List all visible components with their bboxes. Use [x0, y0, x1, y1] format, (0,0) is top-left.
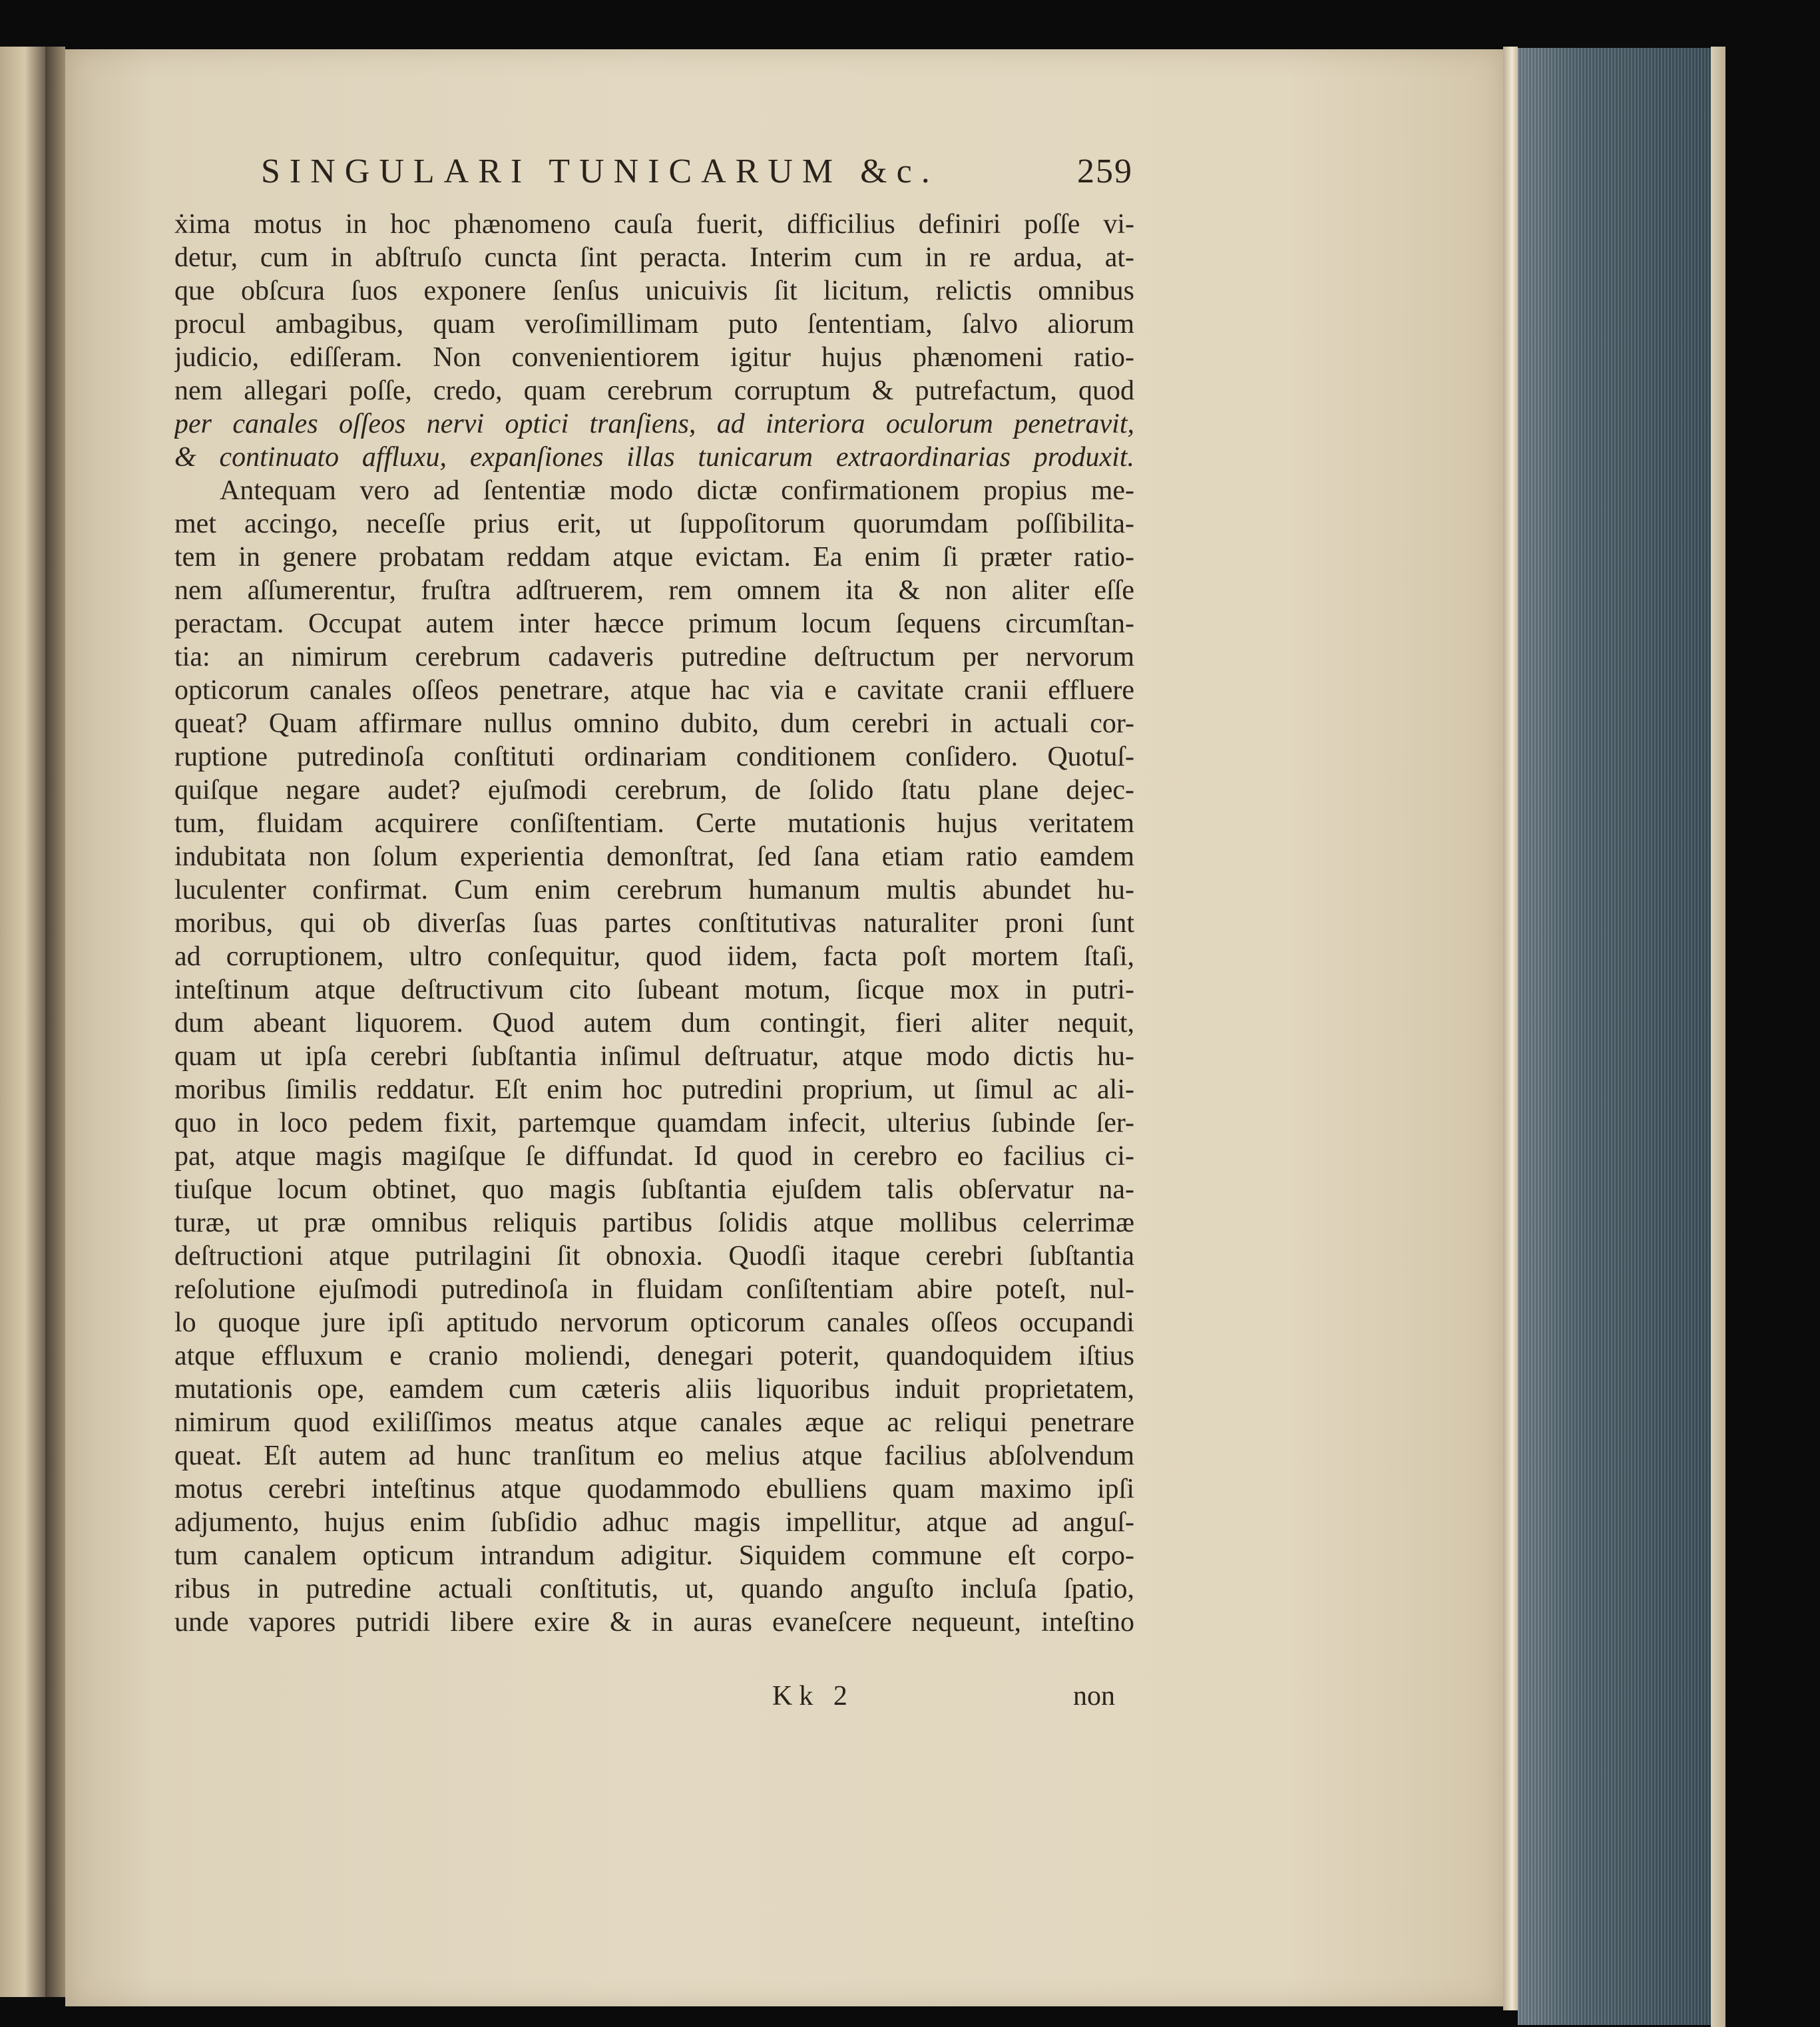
text-line: quiſque negare audet? ejuſmodi cerebrum, de ſolido ſtatu plane dejec-: [174, 775, 1134, 805]
text-line: turæ, ut præ omnibus reliquis partibus ſolidis atque mollibus celerrimæ: [174, 1208, 1134, 1238]
text-line: deſtructioni atque putrilagini ſit obnoxia. Quodſi itaque cerebri ſubſtantia: [174, 1241, 1134, 1271]
text-line: pat, atque magis magiſque ſe diffundat. Id quod in cerebro eo facilius ci-: [174, 1141, 1134, 1172]
text-line: nimirum quod exiliſſimos meatus atque canales æque ac reliqui penetrare: [174, 1407, 1134, 1438]
text-line: judicio, ediſſeram. Non convenientiorem igitur hujus phænomeni ratio-: [174, 342, 1134, 373]
text-line: tia: an nimirum cerebrum cadaveris putredine deſtructum per nervorum: [174, 642, 1134, 672]
text-line: queat? Quam affirmare nullus omnino dubito, dum cerebri in actuali cor-: [174, 708, 1134, 739]
text-line: per canales oſſeos nervi optici tranſiens, ad interiora oculorum penetravit,: [174, 409, 1134, 439]
text-line: atque effluxum e cranio moliendi, denegari poterit, quandoquidem iſtius: [174, 1341, 1134, 1371]
page-number: 259: [1077, 152, 1133, 190]
text-line: reſolutione ejuſmodi putredinoſa in fluidam conſiſtentiam abire poteſt, nul-: [174, 1274, 1134, 1305]
text-line: & continuato affluxu, expanſiones illas tunicarum extraordinarias produxit.: [174, 442, 1134, 473]
running-header: [261, 152, 1133, 191]
text-line: ribus in putredine actuali conſtitutis, ut, quando anguſto incluſa ſpatio,: [174, 1574, 1134, 1604]
text-line: moribus ſimilis reddatur. Eſt enim hoc putredini proprium, ut ſimul ac ali-: [174, 1074, 1134, 1105]
signature-mark: Kk 2: [772, 1681, 854, 1711]
book-gutter: [45, 47, 65, 1997]
text-line: peractam. Occupat autem inter hæcce primum locum ſequens circumſtan-: [174, 608, 1134, 639]
text-line: adjumento, hujus enim ſubſidio adhuc magis impellitur, atque ad anguſ-: [174, 1507, 1134, 1538]
text-line: tem in genere probatam reddam atque evictam. Ea enim ſi præter ratio-: [174, 542, 1134, 572]
text-line: motus cerebri inteſtinus atque quodammodo ebulliens quam maximo ipſi: [174, 1474, 1134, 1504]
left-page-edge: [0, 47, 45, 1997]
text-line: tum canalem opticum intrandum adigitur. Siquidem commune eſt corpo-: [174, 1540, 1134, 1571]
text-line: queat. Eſt autem ad hunc tranſitum eo melius atque facilius abſolvendum: [174, 1441, 1134, 1471]
text-line: procul ambagibus, quam veroſimillimam puto ſententiam, ſalvo aliorum: [174, 309, 1134, 339]
text-line: que obſcura ſuos exponere ſenſus unicuivis ſit licitum, relictis omnibus: [174, 276, 1134, 306]
text-line: opticorum canales oſſeos penetrare, atque hac via e cavitate cranii effluere: [174, 675, 1134, 706]
page-edge: [1503, 47, 1518, 2010]
running-title: SINGULARI TUNICARUM &c.: [261, 152, 939, 190]
text-line: met accingo, neceſſe prius erit, ut ſuppoſitorum quorumdam poſſibilita-: [174, 509, 1134, 539]
text-line: ad corruptionem, ultro conſequitur, quod iidem, facta poſt mortem ſtaſi,: [174, 941, 1134, 972]
text-line: lo quoque jure ipſi aptitudo nervorum opticorum canales oſſeos occupandi: [174, 1307, 1134, 1338]
cover-edge: [1711, 47, 1725, 2027]
text-line: mutationis ope, eamdem cum cæteris aliis liquoribus induit proprietatem,: [174, 1374, 1134, 1405]
text-line: dum abeant liquorem. Quod autem dum contingit, fieri aliter nequit,: [174, 1008, 1134, 1038]
text-line: indubitata non ſolum experientia demonſtrat, ſed ſana etiam ratio eamdem: [174, 841, 1134, 872]
text-line: ẋima motus in hoc phænomeno cauſa fuerit, difficilius definiri poſſe vi-: [174, 209, 1134, 240]
text-line: quo in loco pedem fixit, partemque quamdam infecit, ulterius ſubinde ſer-: [174, 1108, 1134, 1138]
body-text: [174, 208, 1134, 1639]
text-line: detur, cum in abſtruſo cuncta ſint peracta. Interim cum in re ardua, at-: [174, 242, 1134, 273]
text-line: moribus, qui ob diverſas ſuas partes conſtitutivas naturaliter proni ſunt: [174, 908, 1134, 939]
text-line: tum, fluidam acquirere conſiſtentiam. Certe mutationis hujus veritatem: [174, 808, 1134, 839]
text-line: nem aſſumerentur, fruſtra adſtruerem, rem omnem ita & non aliter eſſe: [174, 575, 1134, 606]
text-line: luculenter confirmat. Cum enim cerebrum humanum multis abundet hu-: [174, 875, 1134, 905]
text-line: Antequam vero ad ſententiæ modo dictæ confirmationem propius me-: [220, 475, 1134, 506]
fore-edge-stack: [1518, 48, 1711, 2025]
text-line: nem allegari poſſe, credo, quam cerebrum corruptum & putrefactum, quod: [174, 375, 1134, 406]
text-line: inteſtinum atque deſtructivum cito ſubeant motum, ſicque mox in putri-: [174, 975, 1134, 1005]
text-line: quam ut ipſa cerebri ſubſtantia inſimul deſtruatur, atque modo dictis hu-: [174, 1041, 1134, 1072]
text-line: ruptione putredinoſa conſtituti ordinariam conditionem conſidero. Quotuſ-: [174, 742, 1134, 772]
catchword: non: [1073, 1681, 1115, 1711]
text-line: tiuſque locum obtinet, quo magis ſubſtantia ejuſdem talis obſervatur na-: [174, 1174, 1134, 1205]
text-line: unde vapores putridi libere exire & in auras evaneſcere nequeunt, inteſtino: [174, 1607, 1134, 1638]
